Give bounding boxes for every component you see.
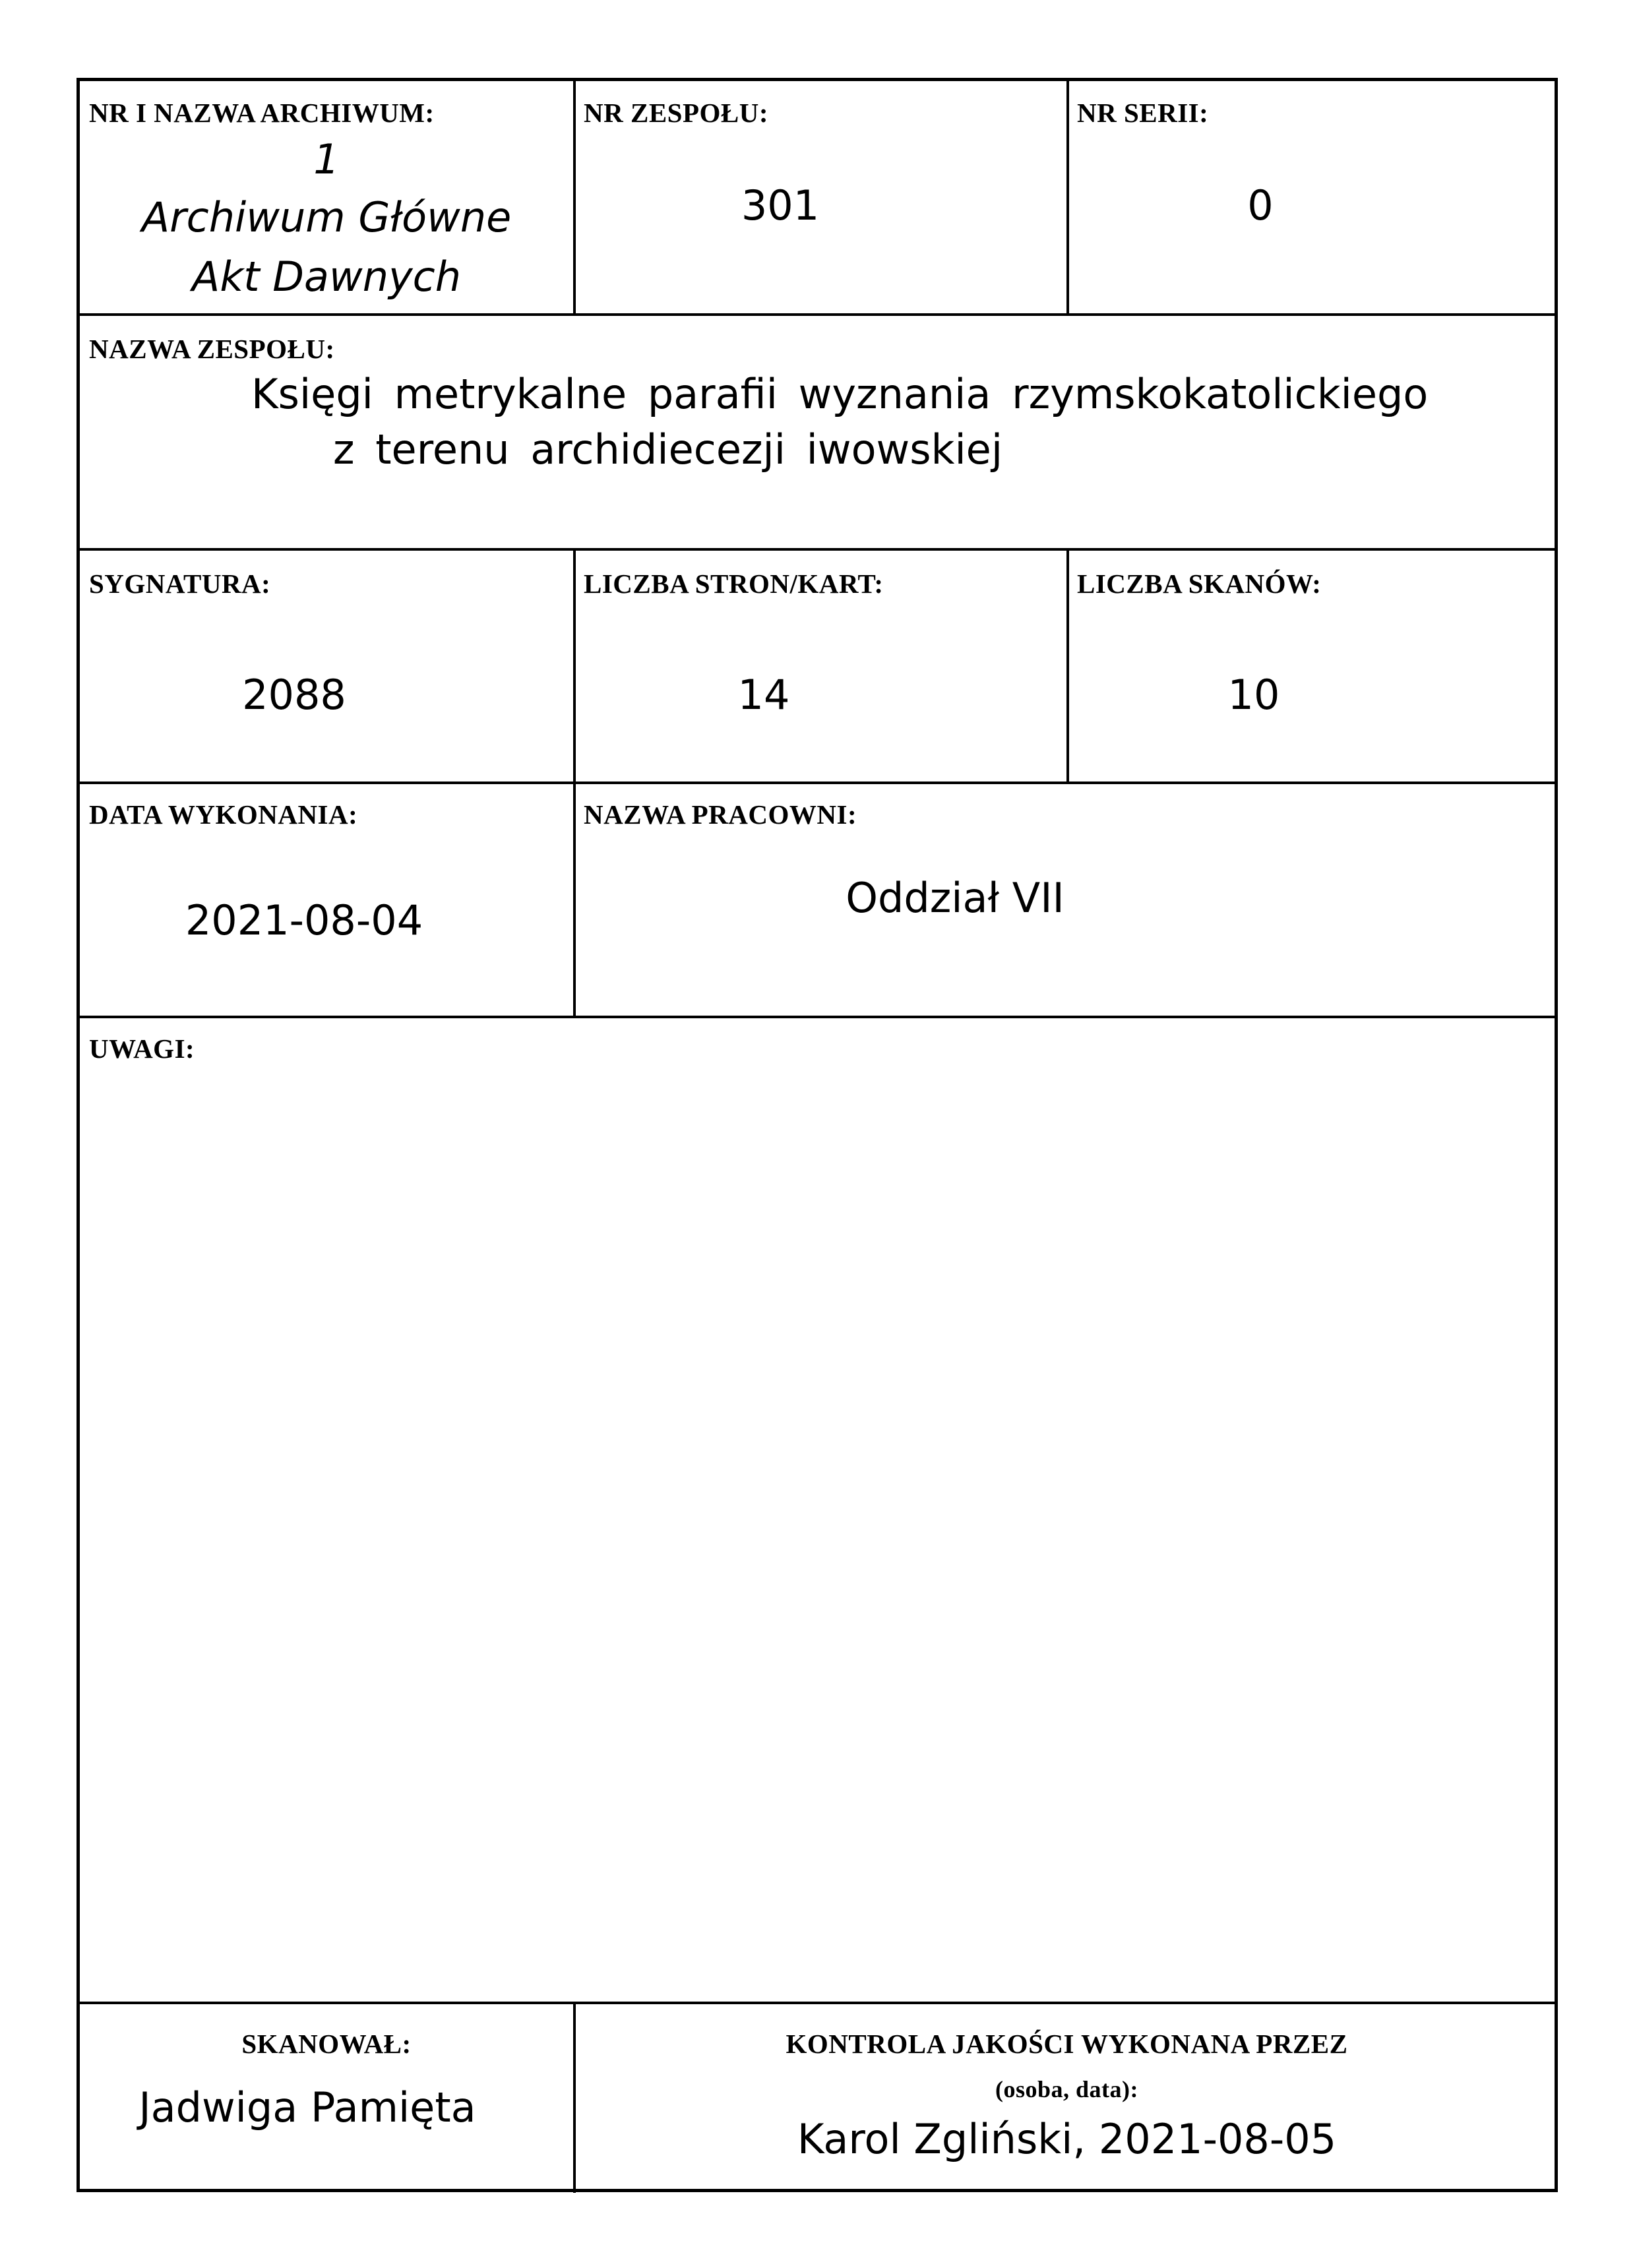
scanned-by-label: SKANOWAŁ: bbox=[241, 2029, 412, 2059]
fonds-name-label: NAZWA ZESPOŁU: bbox=[89, 334, 335, 364]
scanned-by-cell bbox=[80, 2004, 573, 2193]
fonds-name-line2: z terenu archidiecezji iwowskiej bbox=[333, 425, 1003, 474]
quality-control-label: KONTROLA JAKOŚCI WYKONANA PRZEZ bbox=[786, 2029, 1348, 2059]
scans-count-cell bbox=[1069, 551, 1558, 782]
fonds-number-value: 301 bbox=[741, 181, 820, 230]
archive-number: 1 bbox=[313, 135, 340, 183]
series-number-value: 0 bbox=[1247, 181, 1274, 230]
signature-cell bbox=[80, 551, 573, 782]
archive-metadata-form bbox=[77, 78, 1558, 2192]
workshop-name-label: NAZWA PRACOWNI: bbox=[584, 799, 857, 830]
fonds-number-label: NR ZESPOŁU: bbox=[584, 98, 769, 128]
fonds-name-line1: Księgi metrykalne parafii wyznania rzymskokatolickiego bbox=[251, 370, 1429, 418]
archive-name-line2: Akt Dawnych bbox=[191, 253, 462, 301]
archive-name-line1: Archiwum Główne bbox=[141, 193, 512, 241]
quality-control-cell bbox=[576, 2004, 1558, 2193]
workshop-name-value: Oddział VII bbox=[846, 874, 1064, 922]
scanned-by-value: Jadwiga Pamięta bbox=[139, 2083, 476, 2131]
pages-count-value: 14 bbox=[737, 671, 790, 719]
signature-value: 2088 bbox=[242, 671, 346, 719]
series-number-label: NR SERII: bbox=[1077, 98, 1209, 128]
remarks-cell bbox=[80, 1018, 1558, 2002]
signature-label: SYGNATURA: bbox=[89, 568, 271, 599]
execution-date-value: 2021-08-04 bbox=[185, 896, 423, 944]
pages-count-label: LICZBA STRON/KART: bbox=[584, 568, 884, 599]
archive-label: NR I NAZWA ARCHIWUM: bbox=[89, 98, 435, 128]
quality-control-value: Karol Zgliński, 2021-08-05 bbox=[797, 2115, 1337, 2163]
execution-date-cell bbox=[80, 784, 573, 1016]
remarks-label: UWAGI: bbox=[89, 1033, 195, 1064]
scans-count-label: LICZBA SKANÓW: bbox=[1077, 568, 1322, 599]
pages-count-cell bbox=[576, 551, 1066, 782]
fonds-name-cell bbox=[80, 316, 1558, 548]
execution-date-label: DATA WYKONANIA: bbox=[89, 799, 358, 830]
series-number-cell bbox=[1069, 81, 1558, 313]
quality-control-sublabel: (osoba, data): bbox=[995, 2076, 1138, 2102]
fonds-number-cell bbox=[576, 81, 1066, 313]
scans-count-value: 10 bbox=[1227, 671, 1280, 719]
workshop-name-cell bbox=[576, 784, 1558, 1016]
archive-cell bbox=[80, 81, 573, 313]
